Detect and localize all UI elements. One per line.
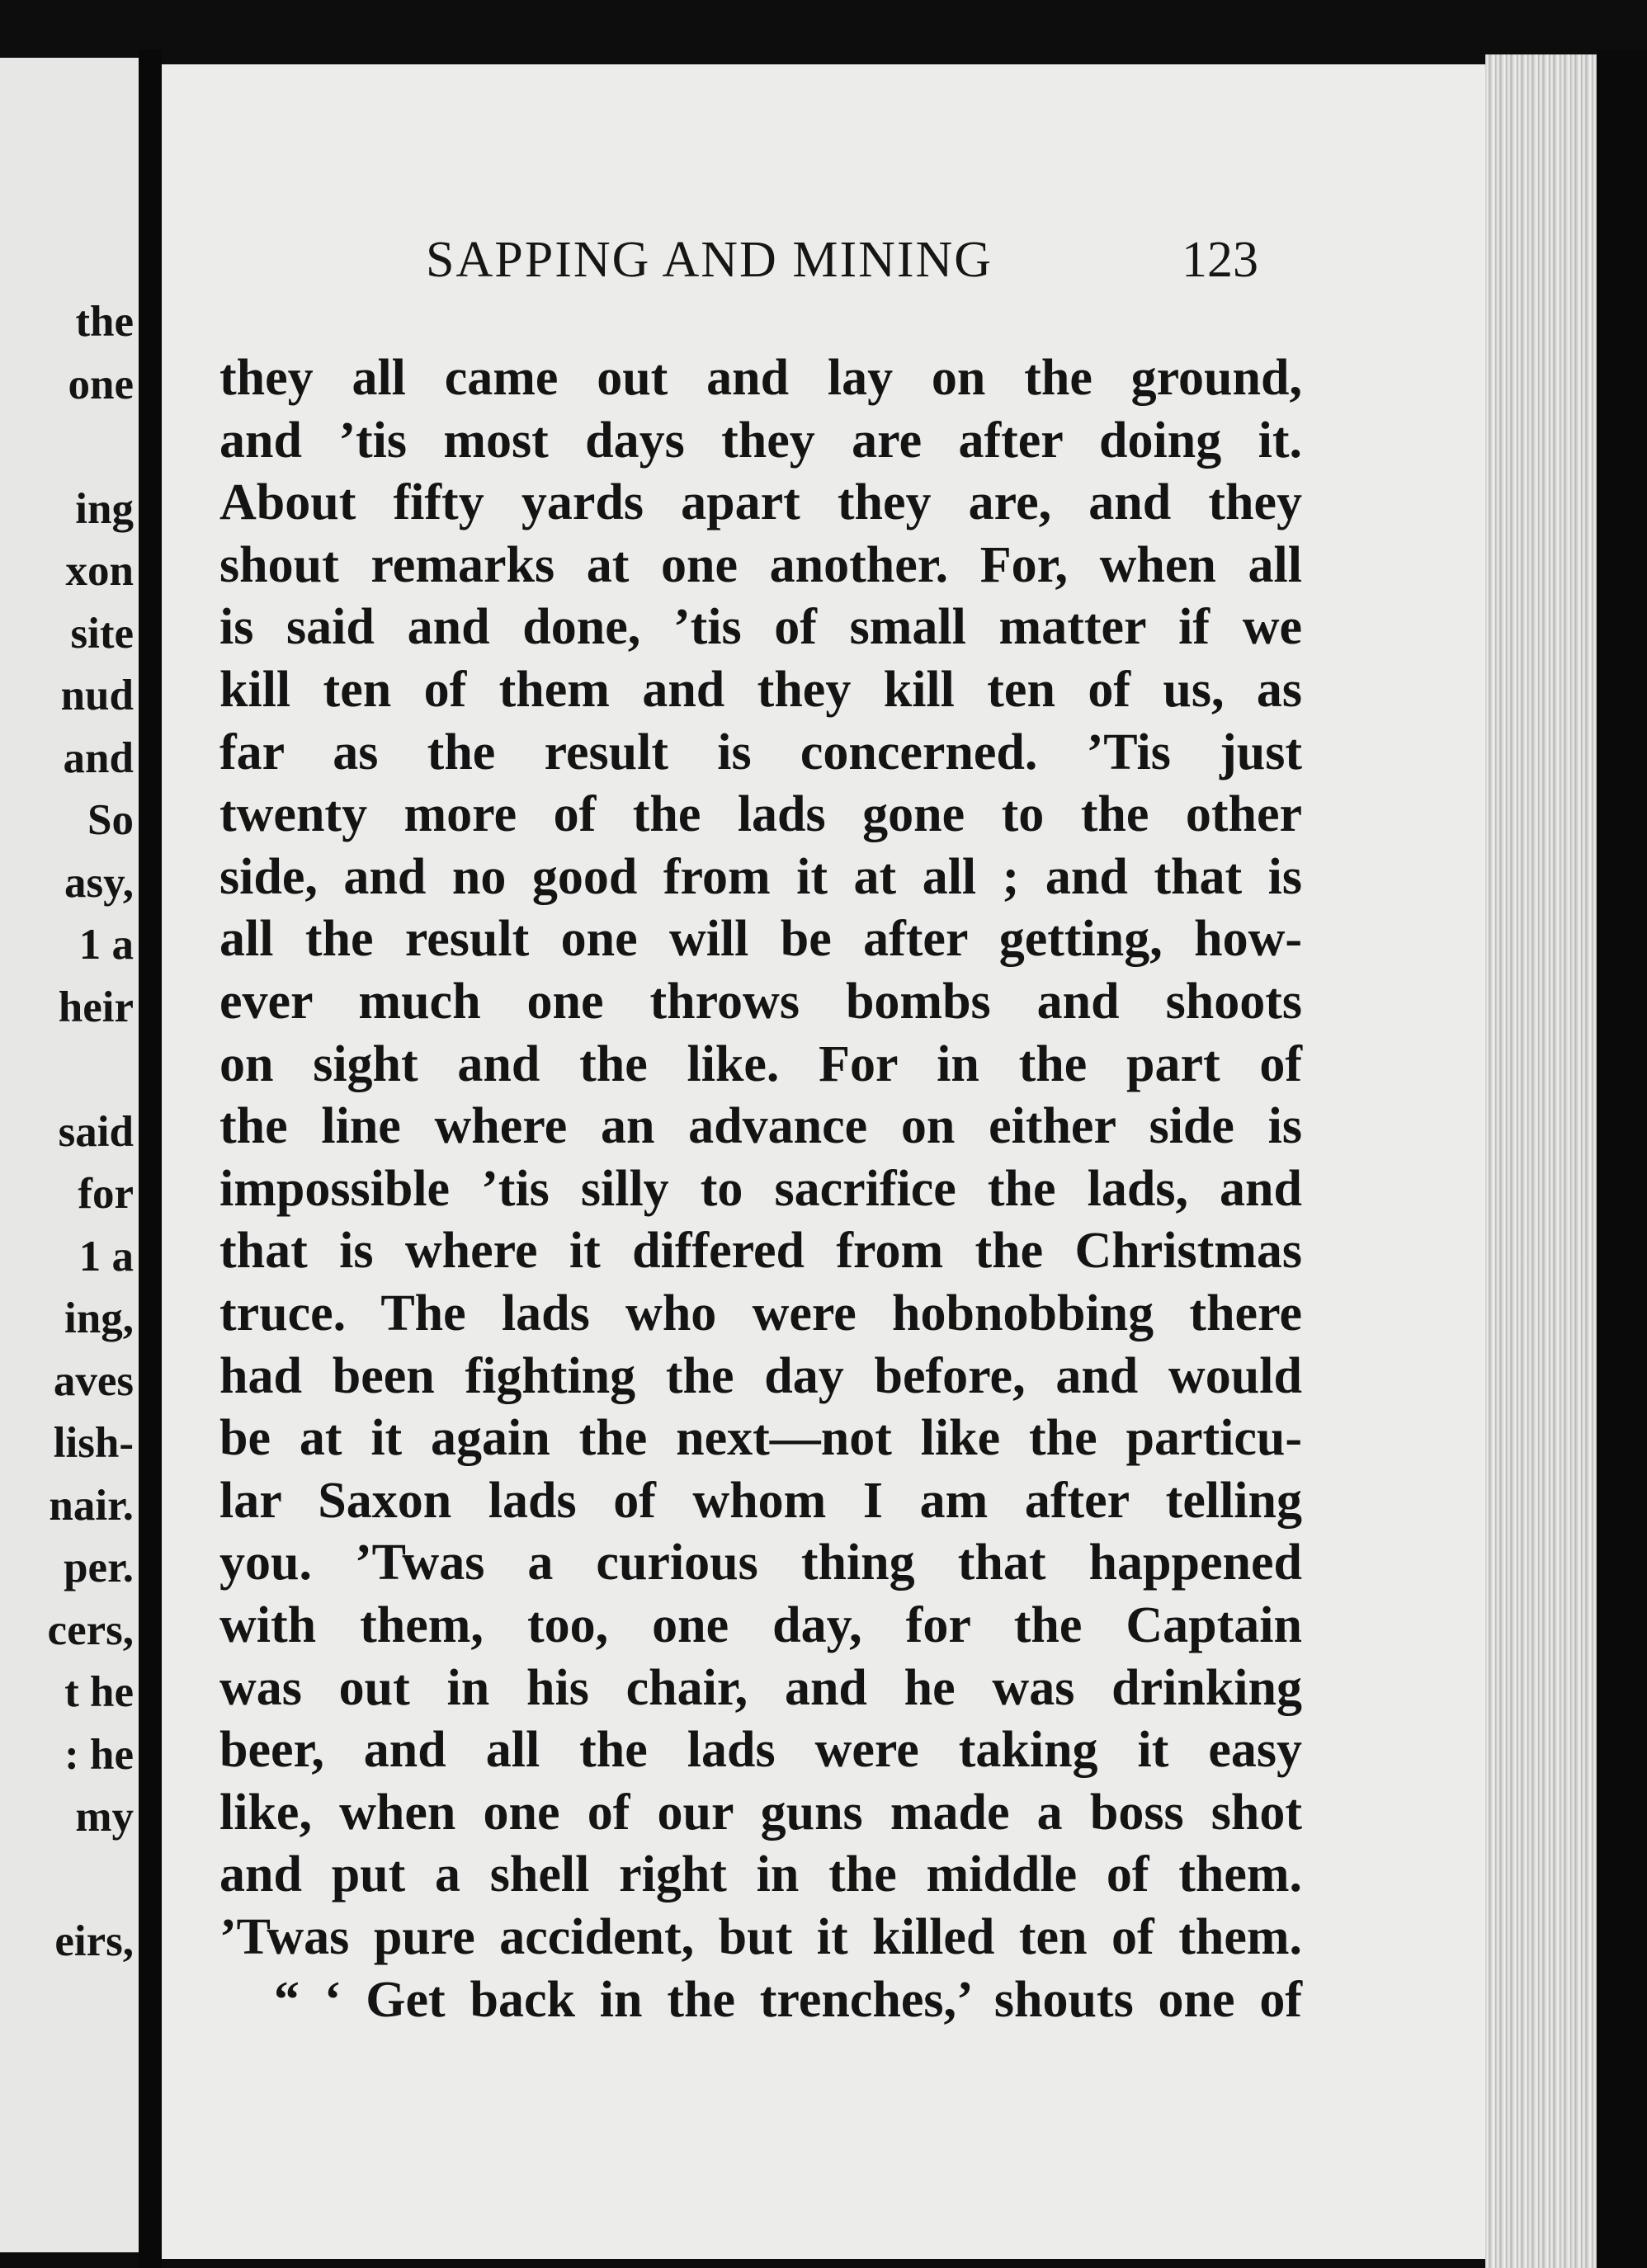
text-line: that is where it differed from the Christmas bbox=[219, 1223, 1302, 1280]
left-page-fragment-line: So bbox=[87, 796, 134, 844]
left-page-fragment-line: one bbox=[68, 360, 134, 408]
text-line: was out in his chair, and he was drinking bbox=[219, 1659, 1302, 1716]
left-page-fragment-line: nair. bbox=[49, 1481, 134, 1530]
left-page-fragment-line: my bbox=[75, 1793, 134, 1841]
text-line: impossible ’tis silly to sacrifice the lads, and bbox=[219, 1160, 1302, 1217]
left-page-fragment-line: site bbox=[70, 609, 134, 658]
left-page-fragment bbox=[0, 58, 139, 2252]
text-line: the line where an advance on either side is bbox=[219, 1098, 1302, 1155]
text-line: side, and no good from it at all ; and that is bbox=[219, 848, 1302, 905]
left-page-fragment-line: eirs, bbox=[54, 1917, 134, 1965]
left-page-fragment-line: lish- bbox=[53, 1419, 134, 1467]
left-page-fragment-line: : he bbox=[64, 1730, 134, 1779]
left-page-fragment-line: the bbox=[75, 298, 134, 346]
text-line: lar Saxon lads of whom I am after telling bbox=[219, 1472, 1302, 1529]
text-line: on sight and the like. For in the part of bbox=[219, 1035, 1302, 1092]
text-line: beer, and all the lads were taking it easy bbox=[219, 1722, 1302, 1779]
scan-border bbox=[1597, 50, 1647, 2268]
left-page-fragment-line: asy, bbox=[64, 858, 134, 907]
text-line: be at it again the next—not like the particu- bbox=[219, 1410, 1302, 1467]
left-page-fragment-line: aves bbox=[53, 1356, 134, 1405]
text-line: far as the result is concerned. ’Tis just bbox=[219, 724, 1302, 780]
page-number: 123 bbox=[1182, 232, 1258, 288]
text-line: About fifty yards apart they are, and they bbox=[219, 474, 1302, 531]
left-page-fragment-line: and bbox=[63, 733, 134, 782]
text-line: truce. The lads who were hobnobbing there bbox=[219, 1285, 1302, 1341]
text-line: kill ten of them and they kill ten of us, as bbox=[219, 662, 1302, 718]
left-page-fragment-line: per. bbox=[64, 1544, 134, 1591]
book-gutter bbox=[139, 50, 162, 2268]
text-line: all the result one will be after getting, how- bbox=[219, 911, 1302, 968]
text-line: like, when one of our guns made a boss shot bbox=[219, 1784, 1302, 1841]
left-page-fragment-line: xon bbox=[65, 547, 134, 595]
left-page-fragment-line: for bbox=[78, 1170, 134, 1218]
text-line: you. ’Twas a curious thing that happened bbox=[219, 1535, 1302, 1591]
left-page-fragment-line: 1 a bbox=[78, 921, 134, 969]
text-line: ’Twas pure accident, but it killed ten of them. bbox=[219, 1909, 1302, 1965]
left-page-fragment-line: said bbox=[58, 1107, 134, 1156]
text-line: with them, too, one day, for the Captain bbox=[219, 1597, 1302, 1653]
text-line: “ ‘ Get back in the trenches,’ shouts one of bbox=[274, 1971, 1302, 2028]
text-line: had been fighting the day before, and would bbox=[219, 1347, 1302, 1404]
text-line: shout remarks at one another. For, when all bbox=[219, 536, 1302, 593]
page-edges bbox=[1485, 54, 1597, 2268]
left-page-fragment-line: heir bbox=[58, 983, 134, 1031]
left-page-fragment-line: ing bbox=[75, 484, 134, 533]
text-line: ever much one throws bombs and shoots bbox=[219, 974, 1302, 1030]
left-page-fragment-line: 1 a bbox=[78, 1232, 134, 1280]
running-head: SAPPING AND MINING bbox=[426, 232, 993, 288]
left-page-fragment-line: nud bbox=[60, 672, 134, 719]
text-line: is said and done, ’tis of small matter if we bbox=[219, 599, 1302, 656]
left-page-fragment-line: t he bbox=[64, 1668, 134, 1716]
text-line: twenty more of the lads gone to the other bbox=[219, 786, 1302, 843]
text-line: and put a shell right in the middle of them. bbox=[219, 1846, 1302, 1903]
text-line: they all came out and lay on the ground, bbox=[219, 350, 1302, 406]
left-page-fragment-line: ing, bbox=[64, 1294, 134, 1342]
left-page-fragment-line: cers, bbox=[47, 1606, 134, 1654]
text-line: and ’tis most days they are after doing it. bbox=[219, 412, 1302, 469]
